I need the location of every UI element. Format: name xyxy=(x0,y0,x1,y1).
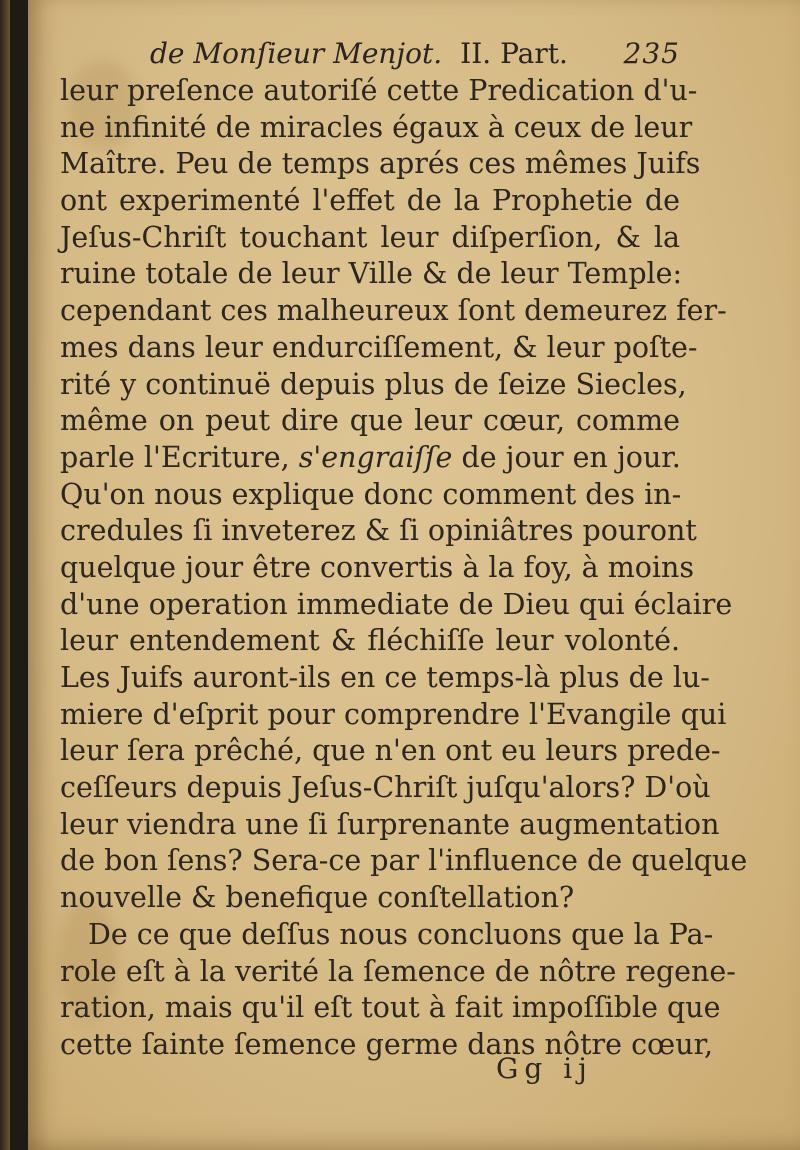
text-line: role eſt à la verité la ſemence de nôtre regene- xyxy=(60,954,736,988)
text-line: ont experimenté l'effet de la Prophetie de xyxy=(60,184,680,218)
part-label: II. Part. xyxy=(460,37,568,70)
text-line: Les Juifs auront-ils en ce temps-là plus de lu- xyxy=(60,661,710,694)
text-line: leur viendra une ſi ſurprenante augmentation xyxy=(60,807,720,841)
text-line: miere d'eſprit pour comprendre l'Evangile qui xyxy=(60,697,727,731)
text-line: de bon ſens? Sera-ce par l'influence de quelque xyxy=(60,844,748,878)
text-line: Qu'on nous explique donc comment des in- xyxy=(60,477,682,511)
text-line: parle l'Ecriture, s'engraiſſe de jour en jour. xyxy=(60,440,681,474)
text-line: leur entendement & fléchiſſe leur volonté. xyxy=(60,624,680,658)
italic-quote: s'engraiſſe xyxy=(298,440,453,474)
text-line: cette ſainte ſemence germe dans nôtre cœur, xyxy=(60,1027,714,1061)
text-line: leur preſence autoriſé cette Predication d'u- xyxy=(60,74,698,107)
signature-mark: Gg ij xyxy=(496,1052,593,1085)
text-line: cependant ces malheureux ſont demeurez fer- xyxy=(60,294,727,328)
text-line: credules ſi inveterez & ſi opiniâtres pouront xyxy=(60,514,697,548)
text-line: quelque jour être convertis à la foy, à moins xyxy=(60,550,695,584)
text-line: Maître. Peu de temps aprés ces mêmes Juifs xyxy=(60,147,701,181)
text-line: De ce que deſſus nous concluons que la Pa- xyxy=(88,917,714,951)
body-text xyxy=(60,73,748,1064)
text-line: rité y continuë depuis plus de ſeize Siecles, xyxy=(60,367,687,401)
book-spine-edge xyxy=(0,0,10,1150)
text-line: leur ſera prêché, que n'en ont eu leurs prede- xyxy=(60,734,721,768)
text-line: ration, mais qu'il eſt tout à fait impoſſible que xyxy=(60,991,721,1025)
text-line: ruine totale de leur Ville & de leur Temple: xyxy=(60,257,683,291)
text-line: d'une operation immediate de Dieu qui éclaire xyxy=(60,587,733,621)
text-line: nouvelle & benefique conſtellation? xyxy=(60,881,575,915)
text-line: Jeſus-Chriſt touchant leur diſperſion, & la xyxy=(60,220,680,254)
text-line: ceſſeurs depuis Jeſus-Chriſt juſqu'alors? D'où xyxy=(60,771,711,805)
running-title: de Monſieur Menjot. xyxy=(150,37,443,70)
page-number: 235 xyxy=(623,37,680,70)
running-header xyxy=(150,34,680,74)
text-line: même on peut dire que leur cœur, comme xyxy=(60,404,680,438)
text-line: mes dans leur endurciſſement, & leur poſte- xyxy=(60,330,698,364)
text-line: ne infinité de miracles égaux à ceux de leur xyxy=(60,110,693,144)
